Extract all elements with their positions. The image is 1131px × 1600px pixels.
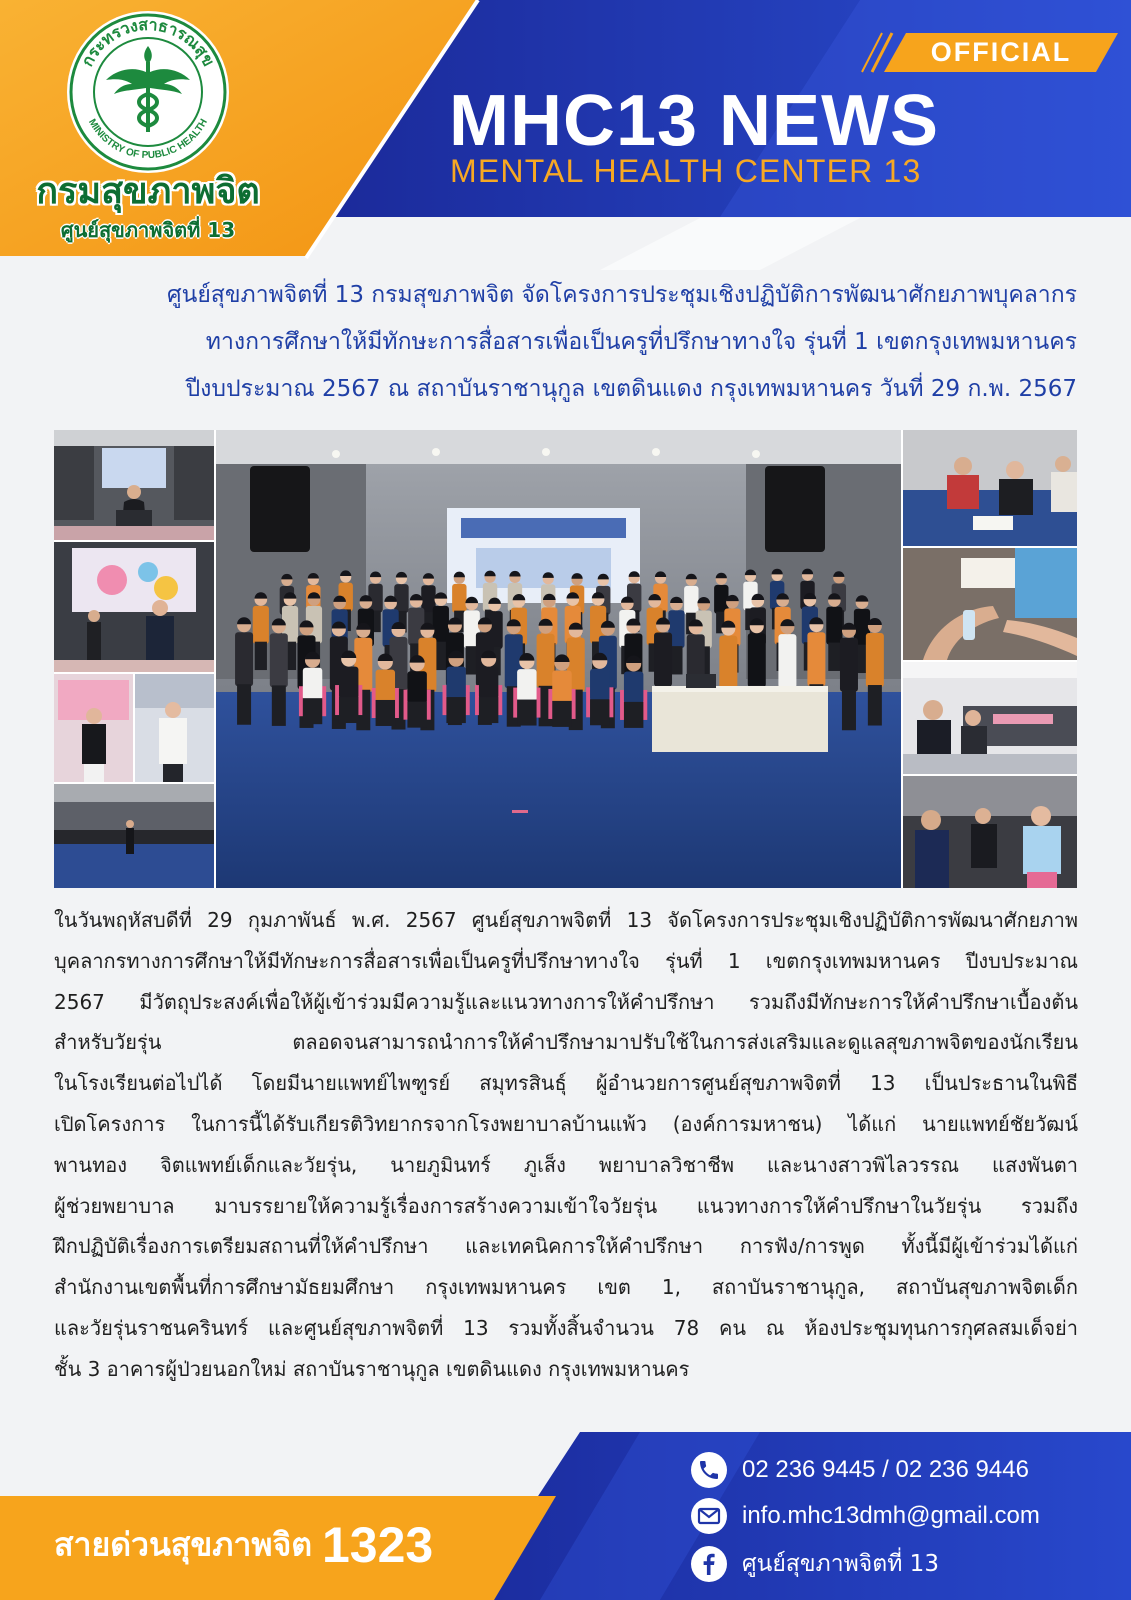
curtain	[54, 446, 94, 520]
curtain	[174, 446, 214, 520]
speaker-head	[127, 485, 141, 499]
headline-line: ทางการศึกษาให้มีทักษะการสื่อสารเพื่อเป็นครูที่ปรึกษาทางใจ รุ่นที่ 1 เขตกรุงเทพมหานคร	[205, 329, 1077, 355]
participant-head	[1055, 456, 1071, 472]
participant-head	[923, 700, 943, 720]
participant-body	[394, 584, 408, 613]
participant-body	[303, 668, 322, 700]
page-light-stripe	[600, 218, 860, 270]
photo-auditorium	[54, 784, 214, 888]
presenter-head	[152, 600, 168, 616]
participant-body	[748, 633, 766, 687]
right-speaker	[765, 466, 825, 552]
flower-decoration	[54, 660, 214, 672]
participant-body	[376, 670, 395, 702]
participant-legs	[828, 643, 840, 671]
ceiling-light	[432, 448, 440, 456]
participant-legs	[842, 690, 856, 731]
email-icon	[690, 1497, 728, 1535]
participant-body	[654, 633, 672, 687]
participant-legs	[303, 698, 322, 724]
participant-body	[270, 633, 288, 687]
participant-legs	[446, 697, 465, 723]
participant-legs	[868, 685, 882, 726]
screen-graphic	[138, 562, 158, 582]
paper-sheet	[973, 516, 1013, 530]
phone-numbers: 02 236 9445 / 02 236 9446	[742, 1456, 1029, 1483]
body-line: ชั้น 3 อาคารผู้ป่วยนอกใหม่ สถาบันราชานุกูล เขตดินแดง กรุงเทพมหานคร	[54, 1356, 690, 1381]
participant-body	[999, 479, 1033, 515]
participant-body	[590, 669, 609, 701]
emblem-staff	[146, 62, 150, 132]
participant-body	[517, 669, 536, 701]
photo-workshop-kneeling	[903, 430, 1077, 546]
participant-head	[921, 810, 941, 830]
speaker-body	[82, 724, 106, 764]
speaker-legs	[163, 764, 183, 782]
participant-head	[1031, 806, 1051, 826]
presenter-head	[88, 610, 100, 622]
bottle	[963, 610, 975, 640]
participant-body	[840, 638, 858, 692]
photo-writing-closeup	[903, 548, 1077, 660]
participant-legs	[517, 700, 536, 726]
contact-facebook[interactable]	[690, 1544, 939, 1584]
participant-legs	[339, 697, 358, 723]
participant-body	[552, 671, 571, 703]
flower-decoration	[54, 526, 214, 540]
body-line: เปิดโครงการ ในการนี้ได้รับเกียรติวิทยากรจากโรงพยาบาลบ้านแพ้ว (องค์การมหาชน) ได้แก่ นายแพทย์ชัยวัฒน์	[54, 1111, 1078, 1136]
presenter-body	[87, 622, 101, 662]
body-line: 2567 มีวัตถุประสงค์เพื่อให้ผู้เข้าร่วมมีความรู้และแนวทางการให้คำปรึกษา รวมถึงมีทักษะการให้คำปรึกษาเบื้องต้น	[54, 989, 1078, 1014]
left-speaker	[250, 466, 310, 552]
hotline-label: สายด่วนสุขภาพจิต	[54, 1525, 312, 1564]
participant-body	[537, 634, 555, 688]
floor	[903, 754, 1077, 774]
phone-icon	[690, 1451, 728, 1489]
ceiling	[54, 430, 214, 446]
presenter-body	[146, 616, 174, 664]
article-body	[54, 900, 1078, 1390]
participant-body	[866, 633, 884, 687]
icon-circle	[691, 1452, 727, 1488]
screen-graphic	[154, 576, 178, 600]
participant-body	[807, 632, 825, 686]
participant-body	[684, 586, 698, 615]
presenter-body	[126, 828, 134, 854]
participant-head	[975, 808, 991, 824]
photo-stage-presenters	[54, 542, 214, 672]
newsletter-subtitle: MENTAL HEALTH CENTER 13	[450, 153, 922, 189]
contact-phone[interactable]	[690, 1450, 1029, 1490]
ceiling	[54, 784, 214, 802]
contact-email[interactable]	[690, 1496, 1040, 1536]
participant-legs	[552, 701, 571, 727]
speaker-head	[86, 708, 102, 724]
laptop	[686, 674, 716, 688]
paper-card	[961, 558, 1017, 588]
participant-head	[1006, 461, 1024, 479]
participant-legs	[624, 702, 643, 728]
participant-legs	[255, 642, 267, 670]
hotline-number[interactable]: 1323	[321, 1517, 434, 1573]
seated-audience-highlight	[993, 714, 1053, 724]
body-line: ในโรงเรียนต่อไปได้ โดยมีนายแพทย์ไพฑูรย์ สมุทรสินธุ์ ผู้อำนวยการศูนย์สุขภาพจิตที่ 13 เป็นประธานในพิธี	[54, 1071, 1078, 1096]
photo-group-discussion	[903, 776, 1077, 888]
participant-legs	[237, 684, 251, 725]
body-line: ผู้ช่วยพยาบาล มาบรรยายให้ความรู้เรื่องการสร้างความเข้าใจวัยรุ่น แนวทางการให้คำปรึกษาในวัยรุ่น รวมถึง	[54, 1193, 1078, 1218]
email-address: info.mhc13dmh@gmail.com	[742, 1502, 1040, 1529]
projector-screen	[72, 548, 196, 612]
projector-screen	[102, 448, 166, 488]
photo-speaker-white-jacket	[135, 674, 214, 782]
body-line: บุคลากรทางการศึกษาให้มีทักษะการสื่อสารเพื่อเป็นครูที่ปรึกษาทางใจ รุ่นที่ 1 เขตกรุงเทพมหานคร ปีงบประมาณ	[54, 948, 1078, 973]
participant-body	[971, 824, 997, 868]
headline-line: ศูนย์สุขภาพจิตที่ 13 กรมสุขภาพจิต จัดโครงการประชุมเชิงปฏิบัติการพัฒนาศักยภาพบุคลากร	[167, 282, 1077, 308]
participant-legs	[590, 699, 609, 725]
participant-legs	[376, 700, 395, 726]
photo-speaker-with-mic	[54, 674, 133, 782]
screen-graphic	[97, 565, 127, 595]
participant-body	[407, 671, 426, 703]
speaker-body	[159, 718, 187, 764]
ceiling	[216, 430, 901, 464]
ceiling-light	[652, 448, 660, 456]
participant-body	[826, 607, 842, 645]
table-skirt	[652, 692, 828, 752]
photo-speaker-podium	[54, 430, 214, 540]
photo-meeting-room	[903, 662, 1077, 774]
seal-ministry-english: MINISTRY OF PUBLIC HEALTH	[86, 117, 210, 162]
wall	[903, 776, 1077, 816]
participant-legs	[479, 697, 498, 723]
participant-body	[915, 830, 949, 888]
ministry-seal-logo	[66, 10, 230, 174]
body-line: ฝึกปฏิบัติเรื่องการเตรียมสถานที่ให้คำปรึกษา และเทคนิคการให้คำปรึกษา การฟัง/การพูด ทั้งนี้มีผู้เข้าร่วมได้แก่	[54, 1234, 1078, 1259]
body-line: สำหรับวัยรุ่น ตลอดจนสามารถนำการให้คำปรึกษามาปรับใช้ในการส่งเสริมและดูแลสุขภาพจิตของนักเรียน	[54, 1030, 1078, 1055]
participant-body	[339, 667, 358, 699]
seal-ministry-thai: กระทรวงสาธารณสุข	[77, 14, 219, 70]
participant-skirt	[1027, 872, 1057, 888]
ceiling-light	[332, 450, 340, 458]
facebook-page-name: ศูนย์สุขภาพจิตที่ 13	[742, 1551, 939, 1577]
body-line: สำนักงานเขตพื้นที่การศึกษามัธยมศึกษา กรุงเทพมหานคร เขต 1, สถาบันราชานุกูล, สถาบันสุขภาพจิตเด็ก	[54, 1275, 1078, 1300]
participant-body	[947, 475, 979, 509]
participant-body	[235, 632, 253, 686]
facebook-icon	[690, 1545, 728, 1583]
participant-legs	[670, 646, 682, 674]
participant-head	[965, 710, 981, 726]
participant-legs	[407, 702, 426, 728]
participant-body	[479, 667, 498, 699]
participant-body	[624, 672, 643, 704]
photo-collage	[54, 430, 1077, 888]
participant-legs	[435, 642, 447, 670]
speaker-legs	[84, 764, 104, 782]
participant-head	[954, 457, 972, 475]
headline-line: ปีงบประมาณ 2567 ณ สถาบันราชานุกูล เขตดินแดง กรุงเทพมหานคร วันที่ 29 ก.พ. 2567	[185, 376, 1077, 402]
ceiling-light	[542, 448, 550, 456]
screen-content	[476, 548, 611, 588]
participant-body	[1051, 472, 1077, 512]
screen-content	[461, 518, 626, 538]
ceiling-light	[752, 450, 760, 458]
ceiling	[903, 662, 1077, 678]
participant-body	[253, 606, 269, 644]
newsletter-title: MHC13 NEWS	[449, 81, 940, 161]
participant-body	[452, 584, 466, 613]
floor-marker	[512, 810, 528, 813]
body-line: และวัยรุ่นราชนครินทร์ และศูนย์สุขภาพจิตที่ 13 รวมทั้งสิ้นจำนวน 78 คน ณ ห้องประชุมทุนการกุศลสมเด็จย่า	[54, 1315, 1078, 1340]
participant-shirt	[1015, 548, 1077, 618]
mental-health-hotline	[54, 1516, 433, 1574]
official-badge: OFFICIAL	[930, 37, 1072, 67]
participant-body	[778, 634, 796, 688]
body-line: พานทอง จิตแพทย์เด็กและวัยรุ่น, นายภูมินทร์ ภูเส็ง พยาบาลวิชาชีพ และนางสาวพิไลวรรณ แสงพันตา	[54, 1152, 1078, 1177]
article-headline	[40, 272, 1077, 413]
main-group-photo	[216, 430, 901, 888]
participant-legs	[272, 685, 286, 726]
participant-body	[1023, 826, 1061, 874]
body-line: ในวันพฤหัสบดีที่ 29 กุมภาพันธ์ พ.ศ. 2567 ศูนย์สุขภาพจิตที่ 13 จัดโครงการประชุมเชิงปฏิบัติการพัฒนาศักยภาพ	[54, 908, 1078, 932]
speaker-head	[165, 702, 181, 718]
center-name: ศูนย์สุขภาพจิตที่ 13	[60, 218, 236, 242]
department-name: กรมสุขภาพจิต	[36, 171, 260, 212]
participant-body	[446, 667, 465, 699]
participant-body	[719, 636, 737, 690]
presenter-head	[126, 820, 134, 828]
